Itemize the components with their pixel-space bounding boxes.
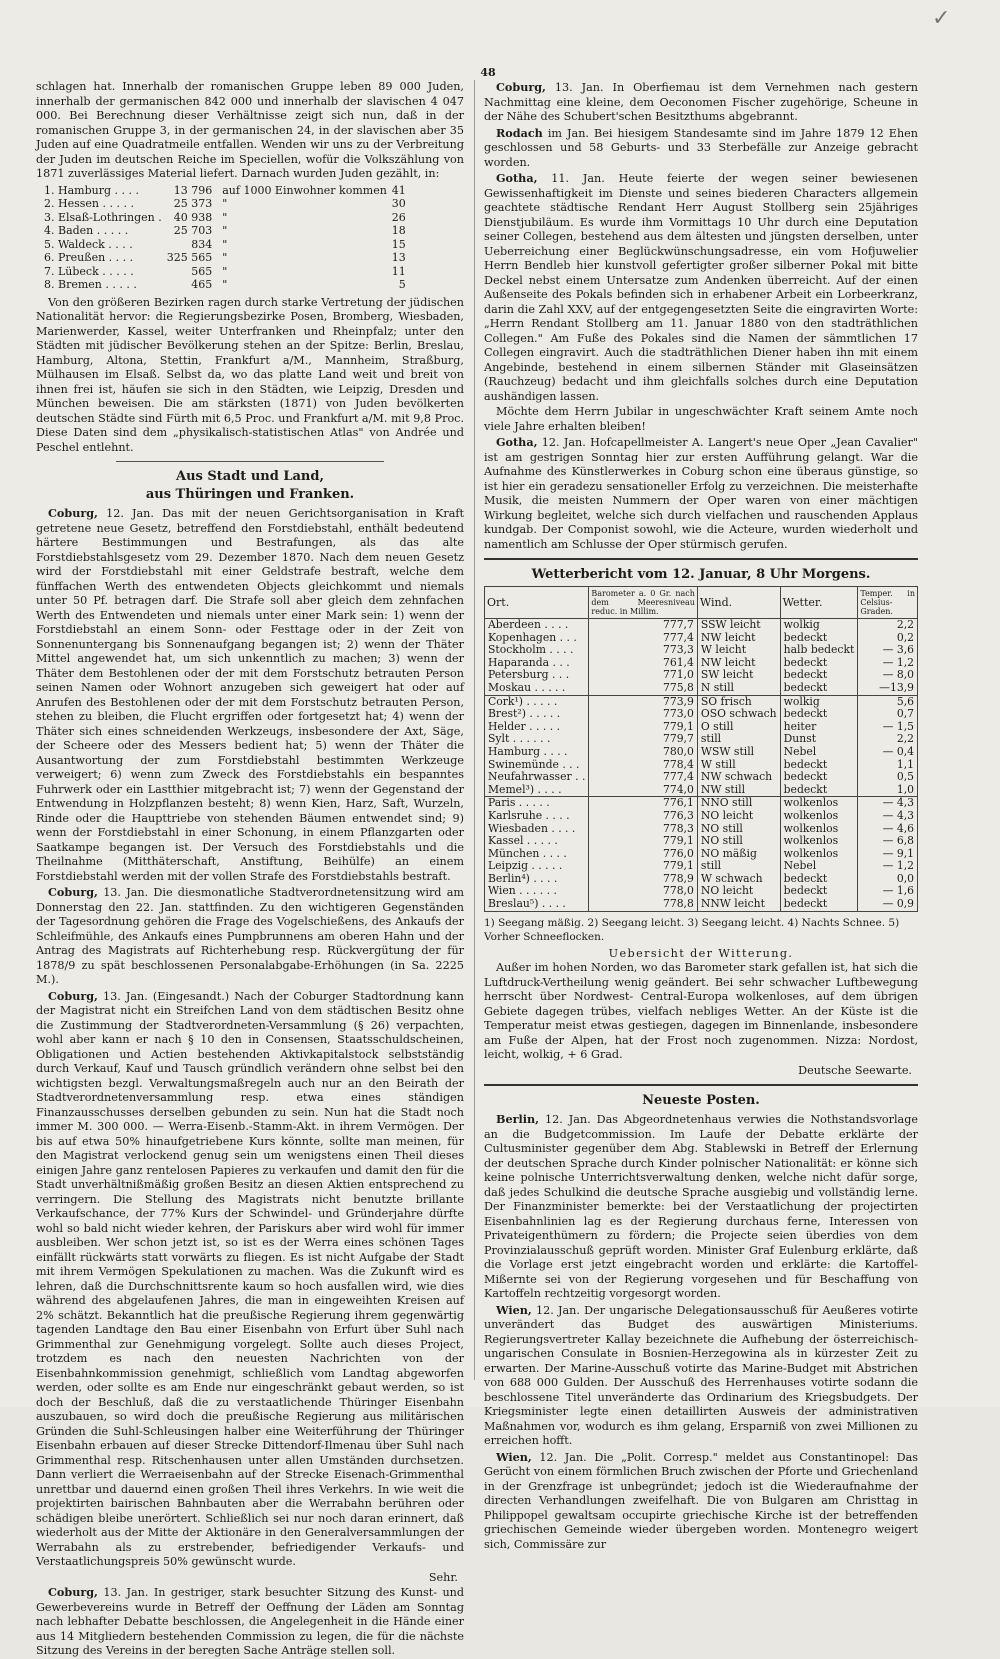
stats-per-thousand: 41	[391, 183, 406, 197]
weather-cell-baro: 776,0	[589, 848, 697, 861]
weather-cell-wetter: heiter	[780, 721, 858, 734]
stats-per-thousand-label: "	[222, 278, 228, 291]
weather-cell-ort: Neufahrwasser . .	[485, 771, 589, 784]
stats-per-thousand: 15	[391, 237, 406, 251]
weather-cell-wind: W leicht	[697, 644, 780, 657]
weather-cell-ort: Sylt . . . . . .	[485, 733, 589, 746]
stats-state: 7. Lübeck . . . . .	[44, 264, 134, 278]
weather-cell-wetter: bedeckt	[780, 682, 858, 695]
stats-row	[44, 211, 416, 225]
article-coburg-forestry: Coburg, 12. Jan. Das mit der neuen Gerichtsorganisation in Kraft getretene neue Gesetz, betreffend den Forstdiebstahl, enthält bedeutend härtere Bestimmungen und Bestrafungen, als das alte Forstdiebstahlsgesetz vom 29. Dezember 1870. Nach dem neuen Gesetz wird der Forstdiebstahl mit einer Geldstrafe bestraft, welche dem fünffachen Werth des entwendeten Objects gleichkommt und niemals unter 50 Pf. betragen darf. Die Strafe soll aber gleich dem zehnfachen Werth des Entwendeten und niemals unter einer Mark sein: 1) wenn der Forstdiebstahl an einem Sonn- oder Festtage oder in der Zeit von Sonnenuntergang bis Sonnenaufgang begangen ist; 2) wenn der Thäter Mittel angewendet hat, um sich unkenntlich zu machen; 3) wenn der Thäter dem Bestohlenen oder der mit dem Forstschutz betrauten Person seinen Namen oder Wohnort anzugeben sich geweigert hat oder auf Anrufen des Bestohlenen oder der mit dem Forstschutz betrauten Person, stehen zu bleiben, die Flucht ergriffen oder fortgesetzt hat; 4) wenn der Thäter sich eines schneidenden Werkzeugs, insbesondere der Axt, Säge, der Scheere oder des Messers bedient hat; 5) wenn der Thäter die Ausantwortung der zum Forstdiebstahl bestimmten Werkzeuge verweigert; 6) wenn zum Zweck des Forstdiebstahls ein bespanntes Fuhrwerk oder ein Lastthier mitgebracht ist; 7) wenn der Gegenstand der Entwendung in Holzpflanzen besteht; 8) wenn Kien, Harz, Saft, Wurzeln, Rinde oder die Haupttriebe von stehenden Bäumen entwendet sind; 9) wenn der Forstdiebstahl in einer Schonung, in einem Pflanzgarten oder Saatkampe begangen ist. Der Versuch des Forstdiebstahls und die Theilnahme (Mitthäterschaft, Anstiftung, Beihülfe) an einem Forstdiebstahl werden mit der vollen Strafe des Forstdiebstahls bestraft.	[36, 506, 465, 883]
weather-cell-temp: 0,2	[858, 632, 918, 645]
weather-cell-baro: 777,4	[589, 771, 697, 784]
article-gotha-jubilee-wish: Möchte dem Herrn Jubilar in ungeschwächter Kraft seinem Amte noch viele Jahre erhalten bleiben!	[484, 405, 918, 433]
weather-cell-wind: NW schwach	[697, 771, 780, 784]
article-berlin-parliament: Berlin, 12. Jan. Das Abgeordnetenhaus verwies die Nothstandsvorlage an die Budgetcommission. Im Laufe der Debatte erklärte der Cultusminister gegenüber dem Abg. Stablewski in Betreff der Erlernung der deutschen Sprache durch Kinder polnischer Nationalität: er könne sich keine polnische Unterrichtsverwaltung denken, welche nicht dafür sorge, daß jedes Schulkind die deutsche Sprache ausgiebig und vollständig lerne. Der Finanzminister bemerkte: bei der Verstaatlichung der projectirten Eisenbahnlinien lag es der Regierung durchaus ferne, Interessen von Privateigenthümern zu fördern; die Projecte seien überdies von dem Provinzialausschuß geprüft worden. Minister Graf Eulenburg erklärte, daß die Vorlage erst jetzt eingebracht worden und erklärte: die Kartoffel-Mißernte sei von der Regierung vorgesehen und für Beschaffung von Kartoffeln rechtzeitig vorgesorgt worden.	[484, 1112, 919, 1301]
weather-col-place: Ort.	[485, 587, 589, 619]
weather-row	[485, 644, 918, 657]
weather-cell-ort: Breslau⁵) . . . .	[485, 898, 589, 911]
weather-cell-ort: Helder . . . . .	[485, 721, 589, 734]
weather-cell-temp: — 4,3	[858, 810, 918, 823]
weather-cell-ort: Paris . . . . .	[485, 797, 589, 810]
weather-cell-temp: 0,7	[858, 708, 918, 721]
stats-row	[44, 278, 416, 292]
section-divider	[484, 558, 918, 560]
weather-col-barometer: Barometer a. 0 Gr. nach dem Meeresniveau reduc. in Millim.	[589, 587, 697, 619]
weather-cell-ort: Wien . . . . . .	[485, 885, 589, 898]
stats-state: 1. Hamburg . . . .	[44, 183, 139, 197]
weather-cell-wetter: wolkenlos	[780, 823, 858, 836]
weather-col-weather: Wetter.	[780, 587, 858, 619]
weather-cell-temp: —13,9	[858, 682, 918, 695]
section-title-local: Aus Stadt und Land, aus Thüringen und Franken.	[145, 469, 355, 502]
weather-cell-ort: München . . . .	[485, 848, 589, 861]
weather-cell-ort: Wiesbaden . . . .	[485, 823, 589, 836]
weather-cell-temp: 0,5	[858, 771, 918, 784]
weather-cell-baro: 778,3	[589, 823, 697, 836]
weather-cell-baro: 779,7	[589, 733, 697, 746]
weather-cell-wind: NO mäßig	[697, 848, 780, 861]
right-column	[484, 80, 919, 1551]
weather-cell-ort: Haparanda . . .	[485, 657, 589, 670]
weather-cell-baro: 775,8	[589, 682, 697, 695]
stats-count: 565	[191, 264, 213, 278]
weather-cell-wetter: Nebel	[780, 860, 858, 873]
stats-per-thousand: 18	[391, 224, 406, 237]
weather-row	[485, 784, 918, 797]
article-rodach-registry: Rodach im Jan. Bei hiesigem Standesamte sind im Jahre 1879 12 Ehen geschlossen und 58 Geburts- und 33 Sterbefälle zur Anzeige gebracht worden.	[484, 125, 918, 169]
weather-cell-wind: NNO still	[697, 797, 780, 810]
weather-cell-wind: W still	[697, 759, 780, 772]
weather-cell-temp: — 3,6	[858, 644, 918, 657]
weather-cell-baro: 778,0	[589, 885, 697, 898]
weather-overview-title: Uebersicht der Witterung.	[608, 946, 794, 960]
weather-cell-baro: 780,0	[589, 746, 697, 759]
weather-table	[484, 586, 918, 912]
weather-cell-wetter: bedeckt	[780, 898, 858, 911]
stats-row	[44, 251, 416, 265]
corner-pencil-mark: ✓	[932, 6, 951, 31]
weather-cell-wetter: halb bedeckt	[780, 644, 858, 657]
weather-cell-temp: — 1,6	[858, 885, 918, 898]
weather-cell-baro: 773,0	[589, 708, 697, 721]
stats-per-thousand-label: "	[222, 224, 228, 237]
weather-row	[485, 797, 918, 810]
weather-cell-temp: — 4,6	[858, 823, 918, 836]
weather-row	[485, 810, 918, 823]
weather-cell-temp: — 4,3	[858, 797, 918, 810]
weather-cell-wetter: bedeckt	[780, 632, 858, 645]
stats-per-thousand: 13	[391, 251, 406, 264]
article-signature: Sehr.	[428, 1570, 458, 1584]
weather-cell-temp: — 8,0	[858, 669, 918, 682]
stats-count: 25 703	[173, 224, 213, 237]
stats-state: 8. Bremen . . . . .	[44, 278, 137, 291]
article-vienna-constantinople: Wien, 12. Jan. Die „Polit. Corresp." meldet aus Constantinopel: Das Gerücht von einem förmlichen Bruch zwischen der Pforte und Griechenland in der Grenzfrage ist unbegründet; jedoch ist die Wiederaufnahme der directen Verhandlungen zweifelhaft. Die von Bulgaren am Christtag in Philippopel gewaltsam occupirte griechische Kirche ist der betreffenden griechischen Gemeinde wieder übergeben worden. Montenegro weigert sich, Commissäre zur	[484, 1449, 918, 1551]
stats-count: 325 565	[166, 251, 213, 264]
page-number: 48	[480, 66, 496, 79]
weather-cell-baro: 776,3	[589, 810, 697, 823]
weather-cell-wind: SSW leicht	[697, 619, 780, 632]
weather-cell-baro: 774,0	[589, 784, 697, 797]
weather-row	[485, 860, 918, 873]
weather-cell-temp: — 1,2	[858, 657, 918, 670]
stats-count: 465	[191, 278, 213, 291]
weather-row	[485, 746, 918, 759]
article-jews-statistics: schlagen hat. Innerhalb der romanischen Gruppe leben 89 000 Juden, innerhalb der germanischen 842 000 und innerhalb der slavischen 4 047 000. Bei Berechnung dieser Verhältnisse zeigt sich nun, daß in der romanischen Gruppe 3, in der germanischen 24, in der slavischen aber 35 Juden auf eine Quadratmeile entfallen. Wenden wir uns zu der Verbreitung der Juden im deutschen Reiche im Speciellen, wofür die Volkszählung von 1871 zuverlässiges Material liefert. Darnach wurden Juden gezählt, in:	[36, 80, 464, 180]
weather-col-temperature: Temper. in Celsius-Graden.	[858, 587, 918, 619]
stats-per-thousand: 5	[398, 278, 406, 291]
weather-cell-temp: — 0,4	[858, 746, 918, 759]
stats-count: 13 796	[173, 183, 213, 197]
weather-cell-wetter: bedeckt	[780, 759, 858, 772]
stats-state: 4. Baden . . . . .	[44, 224, 129, 237]
weather-row	[485, 682, 918, 695]
weather-cell-wind: still	[697, 733, 780, 746]
weather-cell-wind: NO leicht	[697, 885, 780, 898]
weather-cell-wind: OSO schwach	[697, 708, 780, 721]
weather-cell-wetter: wolkig	[780, 695, 858, 708]
weather-cell-ort: Kassel . . . . .	[485, 835, 589, 848]
weather-cell-wetter: wolkenlos	[780, 848, 858, 861]
weather-cell-wetter: bedeckt	[780, 784, 858, 797]
weather-col-wind: Wind.	[697, 587, 780, 619]
weather-cell-ort: Stockholm . . . .	[485, 644, 589, 657]
weather-cell-wetter: wolkenlos	[780, 810, 858, 823]
weather-cell-wind: N still	[697, 682, 780, 695]
weather-cell-baro: 761,4	[589, 657, 697, 670]
weather-cell-baro: 778,9	[589, 873, 697, 886]
stats-per-thousand-label: "	[222, 251, 228, 264]
weather-cell-wind: NO still	[697, 835, 780, 848]
weather-cell-wind: NW still	[697, 784, 780, 797]
weather-cell-baro: 779,1	[589, 835, 697, 848]
weather-row	[485, 708, 918, 721]
weather-cell-temp: — 1,5	[858, 721, 918, 734]
weather-row	[485, 619, 918, 632]
weather-cell-temp: 1,0	[858, 784, 918, 797]
section-divider	[484, 1084, 918, 1086]
stats-per-thousand: 11	[391, 264, 406, 278]
weather-cell-baro: 773,3	[589, 644, 697, 657]
stats-per-thousand: 30	[391, 197, 406, 210]
weather-cell-wetter: Dunst	[780, 733, 858, 746]
stats-count: 834	[191, 237, 213, 251]
stats-state: 5. Waldeck . . . .	[44, 237, 133, 251]
weather-cell-ort: Karlsruhe . . . .	[485, 810, 589, 823]
weather-cell-ort: Hamburg . . . .	[485, 746, 589, 759]
weather-cell-temp: — 9,1	[858, 848, 918, 861]
weather-cell-baro: 778,8	[589, 898, 697, 911]
weather-row	[485, 898, 918, 911]
article-gotha-opera: Gotha, 12. Jan. Hofcapellmeister A. Langert's neue Oper „Jean Cavalier" ist am gestrigen Sonntag hier zur ersten Aufführung gelangt. War die Aufnahme des Künstlerwerkes in Coburg schon eine überaus günstige, so ist hier ein geradezu sensationeller Erfolg zu verzeichnen. Die meisterhafte Musik, die meisten Nummern der Oper waren von einer mächtigen Wirkung begleitet, welche sich durch vielfachen und rauschenden Applaus kundgab. Der Componist sowohl, wie die Acteure, wurden wiederholt und namentlich am Schlusse der Oper stürmisch gerufen.	[484, 435, 919, 551]
weather-cell-wind: W schwach	[697, 873, 780, 886]
stats-per-thousand: 26	[391, 210, 406, 224]
weather-row	[485, 835, 918, 848]
weather-cell-wetter: bedeckt	[780, 669, 858, 682]
weather-cell-baro: 778,4	[589, 759, 697, 772]
weather-cell-ort: Swinemünde . . .	[485, 759, 589, 772]
weather-cell-wetter: bedeckt	[780, 708, 858, 721]
stats-state: 6. Preußen . . . .	[44, 251, 134, 264]
weather-cell-wind: NW leicht	[697, 632, 780, 645]
weather-cell-baro: 773,9	[589, 695, 697, 708]
stats-count: 25 373	[173, 197, 213, 210]
weather-cell-ort: Leipzig . . . . .	[485, 860, 589, 873]
weather-cell-wetter: bedeckt	[780, 873, 858, 886]
weather-cell-temp: 2,2	[858, 619, 918, 632]
weather-cell-temp: 2,2	[858, 733, 918, 746]
column-divider	[474, 80, 475, 1380]
weather-cell-baro: 779,1	[589, 721, 697, 734]
stats-row	[44, 265, 416, 279]
weather-cell-wind: O still	[697, 721, 780, 734]
stats-per-thousand-label: "	[222, 197, 228, 210]
weather-cell-wetter: Nebel	[780, 746, 858, 759]
stats-row	[44, 224, 416, 238]
stats-per-thousand-label: "	[222, 264, 228, 278]
stats-row	[44, 238, 416, 252]
weather-cell-ort: Memel³) . . . .	[485, 784, 589, 797]
weather-overview-signature: Deutsche Seewarte.	[798, 1063, 912, 1077]
weather-cell-baro: 779,1	[589, 860, 697, 873]
weather-cell-wind: SO frisch	[697, 695, 780, 708]
weather-cell-wind: NO leicht	[697, 810, 780, 823]
weather-cell-wind: NO still	[697, 823, 780, 836]
weather-cell-wetter: bedeckt	[780, 885, 858, 898]
weather-cell-wind: SW leicht	[697, 669, 780, 682]
article-coburg-fire: Coburg, 13. Jan. In Oberfiemau ist dem Vernehmen nach gestern Nachmittag eine kleine, dem Oeconomen Fischer zugehörige, Scheune in der Nähe des Schubert'schen Besitzthums abgebrannt.	[484, 80, 919, 123]
article-coburg-trade-association: Coburg, 13. Jan. In gestriger, stark besuchter Sitzung des Kunst- und Gewerbevereins wurde in Betreff der Oeffnung der Läden am Sonntag nach lebhafter Debatte beschlossen, die Angelegenheit in die Hände einer aus 14 Mitgliedern bestehenden Commission zu legen, die für die nächste Sitzung des Vereins in der beregten Sache Anträge stellen soll.	[36, 1585, 465, 1657]
weather-cell-wind: WSW still	[697, 746, 780, 759]
weather-cell-wind: still	[697, 860, 780, 873]
jews-statistics-table	[44, 184, 416, 292]
weather-cell-wetter: bedeckt	[780, 657, 858, 670]
stats-count: 40 938	[173, 210, 213, 224]
stats-row	[44, 197, 416, 211]
article-gotha-jubilee: Gotha, 11. Jan. Heute feierte der wegen seiner bewiesenen Gewissenhaftigkeit im Dienste und seines biederen Characters allgemein geachtete städtische Rendant Herr August Stollberg sein 25jähriges Dienstjubiläum. Es wurde ihm Vormittags 10 Uhr durch eine Deputation seiner Collegen, bestehend aus dem ältesten und jüngsten derselben, unter Ueberreichung einer Beglückwünschungsadresse, ein vom Hofjuwelier Herrn Bendleb hier kunstvoll gefertigter großer silberner Pokal mit bitte Deckel nebst einem Untersatze zum Andenken überreicht. Auf der einen Außenseite des Pokals befinden sich in erhabener Arbeit ein Lorbeerkranz, darin die Zahl XXV, auf der entgegengesetzten Seite die eingravirten Worte: „Herrn Rendant Stollberg am 11. Januar 1880 von den stadträthlichen Collegen." Am Fuße des Pokales sind die Namen der sämmtlichen 17 Collegen eingravirt. Auch die stadträthlichen Diener haben ihn mit einem Angebinde, bestehend in einem silbernen Ständer mit Glaseinsätzen (Rauchzeug) bedacht und ihm gleichfalls solches durch eine Deputation aushändigen lassen.	[484, 171, 918, 403]
weather-cell-wetter: wolkenlos	[780, 797, 858, 810]
weather-cell-baro: 776,1	[589, 797, 697, 810]
weather-cell-wind: NNW leicht	[697, 898, 780, 911]
weather-cell-temp: 1,1	[858, 759, 918, 772]
weather-cell-ort: Aberdeen . . . .	[485, 619, 589, 632]
weather-row	[485, 771, 918, 784]
article-coburg-council: Coburg, 13. Jan. Die diesmonatliche Stadtverordnetensitzung wird am Donnerstag den 22. Jan. stattfinden. Zu den wichtigeren Gegenständen der Tagesordnung gehören die Frage des Vogelschießens, des Ankaufs der Schleifmühle, des Ankaufs eines Pumpbrunnens am oberen Hahn und der Antrag des Magistrats auf Richterhebung resp. Rückvergütung der für 1878/9 zu spät beschlossenen Personalabgabe-Erhöhungen (in Sa. 2225 M.).	[36, 885, 464, 986]
stats-row	[44, 184, 416, 198]
weather-cell-temp: — 6,8	[858, 835, 918, 848]
weather-cell-baro: 771,0	[589, 669, 697, 682]
weather-cell-wetter: wolkenlos	[780, 835, 858, 848]
weather-cell-ort: Cork¹) . . . . .	[485, 695, 589, 708]
weather-cell-temp: — 1,2	[858, 860, 918, 873]
weather-cell-baro: 777,7	[589, 619, 697, 632]
weather-report-title: Wetterbericht vom 12. Januar, 8 Uhr Morgens.	[531, 567, 871, 582]
weather-cell-wetter: wolkig	[780, 619, 858, 632]
weather-cell-ort: Brest²) . . . . .	[485, 708, 589, 721]
stats-per-thousand-label: auf 1000 Einwohner kommen	[222, 183, 387, 197]
latest-news-title: Neueste Posten.	[642, 1093, 760, 1109]
weather-cell-ort: Kopenhagen . . .	[485, 632, 589, 645]
stats-state: 2. Hessen . . . . .	[44, 197, 134, 210]
stats-state: 3. Elsaß-Lothringen .	[44, 210, 162, 224]
stats-per-thousand-label: "	[222, 210, 228, 224]
left-column	[36, 80, 465, 1657]
article-vienna-delegation: Wien, 12. Jan. Der ungarische Delegationsausschuß für Aeußeres votirte unverändert das Budget des auswärtigen Ministeriums. Regierungsvertreter Kallay bezeichnete die Aufhebung der österreichisch-ungarischen Consulate in Bosnien-Herzegowina als in kürzester Zeit zu erwarten. Der Marine-Ausschuß votirte das Marine-Budget mit Abstrichen von 688 000 Gulden. Der Ausschuß des Herrenhauses votirte sodann die beschlossene Titel unveränderte das Ordinarium des Kriegsbudgets. Der Kriegsminister legte einen detaillirten Ausweis der administrativen Maßnahmen vor, wodurch es ihm gelang, Ersparniß von zwei Millionen zu erreichen hofft.	[484, 1302, 918, 1448]
article-jews-regions: Von den größeren Bezirken ragen durch starke Vertretung der jüdischen Nationalität hervor: die Regierungsbezirke Posen, Bromberg, Wiesbaden, Marienwerder, Kassel, weiter Unterfranken und Rheinpfalz; unter den Städten mit jüdischer Bevölkerung stehen an der Spitze: Berlin, Breslau, Hamburg, Altona, Stettin, Frankfurt a/M., Mannheim, Straßburg, Mülhausen im Elsaß. Selbst da, wo das platte Land weit und breit von ihnen frei ist, häufen sie sich in den Städten, wie Leipzig, Dresden und München beweisen. Die am stärksten (1871) von Juden bevölkerten deutschen Städte sind Fürth mit 6,5 Proc. und Frankfurt a/M. mit 9,8 Proc. Diese Daten sind dem „physikalisch-statistischen Atlas" von Andrée und Peschel entlehnt.	[36, 295, 464, 454]
weather-cell-temp: 5,6	[858, 695, 918, 708]
weather-cell-ort: Moskau . . . . .	[485, 682, 589, 695]
weather-cell-baro: 777,4	[589, 632, 697, 645]
weather-cell-wind: NW leicht	[697, 657, 780, 670]
weather-cell-ort: Petersburg . . .	[485, 669, 589, 682]
weather-cell-wetter: bedeckt	[780, 771, 858, 784]
weather-cell-ort: Berlin⁴) . . . .	[485, 873, 589, 886]
article-coburg-railway-shares: Coburg, 13. Jan. (Eingesandt.) Nach der Coburger Stadtordnung kann der Magistrat nicht ein Streifchen Land von dem städtischen Besitz ohne die Zustimmung der Stadtverordneten-Versammlung (§ 26) verpachten, wohl aber kann er nach § 10 den in Consensen, Staatsschuldscheinen, Obligationen und Actien bestehenden Aktivkapitalstock selbstständig durch Verkauf, Kauf und Tausch gründlich verändern ohne selbst bei den wichtigsten bezgl. Verwaltungsmaßregeln auch nur an den Beirath der Stadtverordnetenversammlung resp. etwa eines ständigen Finanzausschusses derselben gebunden zu sein. Nun hat die Stadt noch immer M. 300 000. — Werra-Eisenb.-Stamm-Akt. in ihrem Vermögen. Der bis auf etwa 50% hinaufgetriebene Kurs könnte, sollte man meinen, für den Magistrat verlockend genug sein um wenigstens einen Theil dieses einigen Jahre ganz rentelosen Papieres zu verkaufen und damit den für die Stadt unverhältnißmäßig großen Besitz an diesen Aktien entsprechend zu verringern. Die Stellung des Magistrats nicht benutzte brillante Verkaufschance, der 77% Kurs der Schwindel- und Gründerjahre dürfte wohl so bald nicht wieder kehren, der Pariskurs aber wird wohl für immer ausbleiben. Wer schon jetzt ist, so ist es der Werra eines schönen Tages einfällt rückwärts statt vorwärts zu fliegen. Es ist nicht Aufgabe der Stadt mit ihrem Vermögen Spekulationen zu machen. Was die Zukunft wird es lehren, daß die Durchschnittsrente kaum so hoch ausfallen wird, wie dies während des abgelaufenen Jahres, die man in eingeweihten Kreisen auf 2% schätzt. Bekanntlich hat die preußische Regierung ihrem gegenwärtig tagenden Landtage den Bau einer Eisenbahn von Erfurt über Suhl nach Grimmenthal zur Genehmigung vorgelegt. Sollte auch dieses Project, trotzdem es nach den neuesten Nachrichten von der Eisenbahnkommission genehmigt, schließlich vom Landtag abgeworfen werden, oder sollte es am Ende nur eingeschränkt gebaut werden, so ist doch der Beschluß, daß die zu verstaatlichende Thüringer Eisenbahn auszubauen, so wird doch die preußische Regierung aus militärischen Gründen die Suhl-Schleusingen halber eine Weiterführung der Thüringer Eisenbahn erbauen auf dieser Strecke Dittendorf-Ilmenau über Suhl nach Grimmenthal resp. Ritschenhausen unter allen Umständen durchsetzen. Dann verliert die Werraeisenbahn auf der Strecke Eisenach-Grimmenthal unrettbar und dauernd einen großen Theil ihres Verkehrs. In wie weit die projektirten bairischen Bahnbauten aber die Werrabahn berühren oder schädigen bleibe unerörtert. Schließlich sei nur noch daran erinnert, daß wiederholt aus der Mitte der Aktionäre in den Generalversammlungen der Werrabahn als zu erstrebender, befriedigender Verkaufs- und Verstaatlichungspreis 50% gewünscht wurde.	[36, 988, 464, 1568]
stats-per-thousand-label: "	[222, 237, 228, 251]
weather-overview-text: Außer im hohen Norden, wo das Barometer stark gefallen ist, hat sich die Luftdruck-Vertheilung wenig geändert. Bei sehr schwacher Luftbewegung herrscht über Nordwest- Central-Europa wolkenloses, auf dem übrigen Gebiete dagegen trübes, vielfach nebliges Wetter. An der Küste ist die Temperatur meist etwas gestiegen, dagegen im Binnenlande, insbesondere am Fuße der Alpen, hat der Frost noch zugenommen. Nizza: Nordost, leicht, wolkig, + 6 Grad.	[484, 961, 918, 1062]
weather-cell-temp: 0,0	[858, 873, 918, 886]
weather-footnotes: 1) Seegang mäßig. 2) Seegang leicht. 3) Seegang leicht. 4) Nachts Schnee. 5) Vorher Schneeflocken.	[484, 916, 900, 944]
section-divider	[116, 461, 384, 462]
weather-cell-temp: — 0,9	[858, 898, 918, 911]
